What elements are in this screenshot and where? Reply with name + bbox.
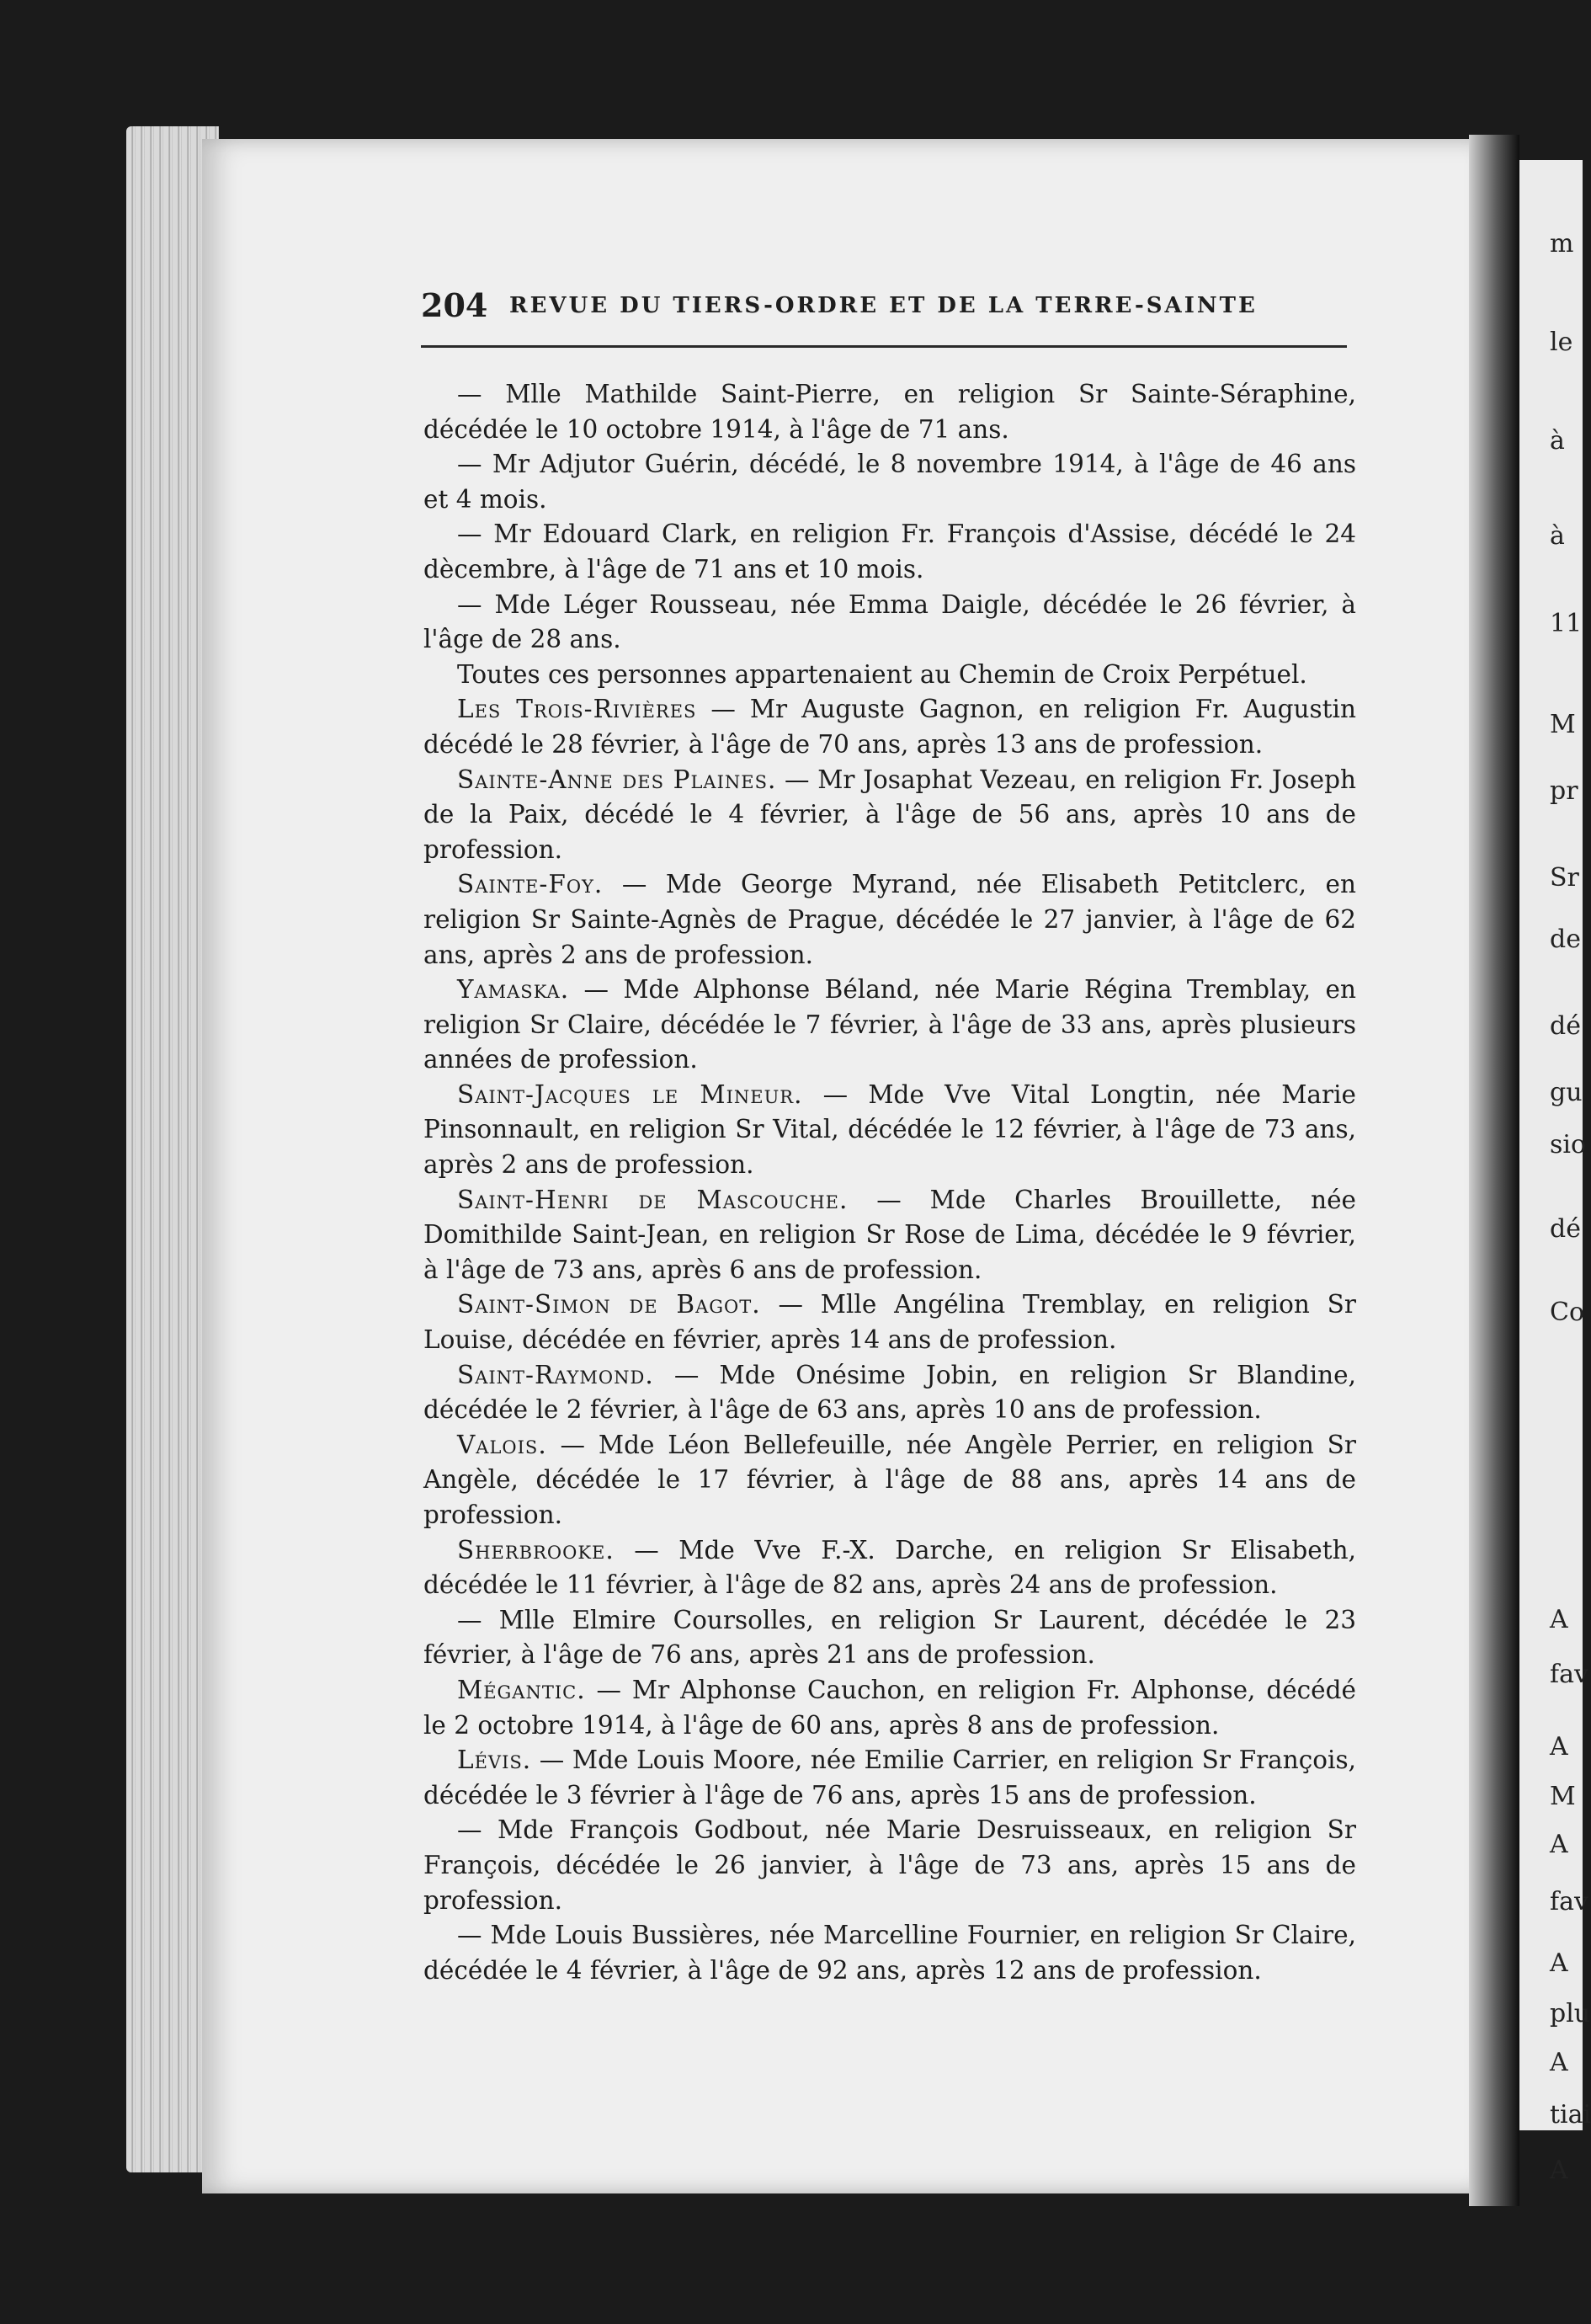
running-title: REVUE DU TIERS-ORDRE ET DE LA TERRE-SAINTE (509, 293, 1258, 318)
facing-page-fragment: fav (1550, 1660, 1588, 1690)
running-header (421, 286, 1347, 337)
entry-text: — Mr Josaphat Vezeau, en religion Fr. Joseph de la Paix, décédé le 4 février, à l'âge de 56 ans, après 10 ans de profession. (423, 765, 1356, 864)
place-name: Saint-Henri de Mascouche. (457, 1185, 849, 1214)
facing-page-fragment: sio (1550, 1129, 1587, 1159)
obituary-entry (423, 1078, 1356, 1183)
obituary-entry (423, 1603, 1356, 1673)
header-rule (421, 345, 1347, 348)
entry-text: — Mde Vve Vital Longtin, née Marie Pinsonnault, en religion Sr Vital, décédée le 12 février, à l'âge de 73 ans, après 2 ans de profession. (423, 1079, 1356, 1180)
place-name: Sainte-Anne des Plaines. (457, 765, 777, 794)
obituary-entry (423, 1533, 1356, 1603)
facing-page-fragment: A (1550, 1605, 1568, 1634)
facing-page-fragment: A (1550, 1829, 1568, 1859)
place-name: Yamaska. (457, 975, 570, 1005)
entry-text: — Mde Léger Rousseau, née Emma Daigle, décédée le 26 février, à l'âge de 28 ans. (423, 589, 1356, 654)
facing-page-fragment: M (1550, 1781, 1576, 1811)
place-name: Mégantic. (457, 1675, 586, 1704)
facing-page-fragment: M (1550, 710, 1576, 740)
facing-page-fragment: de (1550, 924, 1581, 954)
entry-text: — Mr Edouard Clark, en religion Fr. François d'Assise, décédé le 24 dècembre, à l'âge de 71 ans et 10 mois. (423, 520, 1356, 584)
place-name: Sainte-Foy. (457, 870, 604, 899)
facing-page-fragment: A (1550, 1948, 1568, 1978)
obituary-list (423, 377, 1356, 1988)
obituary-entry (423, 377, 1356, 447)
obituary-entry (423, 1813, 1356, 1918)
entry-text: — Mde Charles Brouillette, née Domithilde Saint-Jean, en religion Sr Rose de Lima, décédée le 9 février, à l'âge de 73 ans, après 6 ans de profession. (423, 1185, 1356, 1284)
obituary-entry (423, 1183, 1356, 1288)
obituary-entry (423, 447, 1356, 517)
page-number: 204 (421, 286, 488, 324)
facing-page-fragment: A (1550, 2048, 1568, 2078)
obituary-entry (423, 1918, 1356, 1988)
facing-page-fragment: Co (1550, 1298, 1585, 1328)
facing-page-edge (1519, 160, 1591, 2185)
facing-page-fragment: dé (1550, 1010, 1581, 1041)
obituary-entry (423, 588, 1356, 658)
entry-text: — Mde Louis Bussières, née Marcelline Fournier, en religion Sr Claire, décédée le 4 février, à l'âge de 92 ans, après 12 ans de profession. (423, 1921, 1356, 1985)
entry-text: — Mde Onésime Jobin, en religion Sr Blandine, décédée le 2 février, à l'âge de 63 ans, après 10 ans de profession. (423, 1360, 1356, 1425)
facing-page-fragment: 11 (1550, 608, 1583, 638)
place-name: Saint-Raymond. (457, 1360, 654, 1389)
place-name: Valois. (457, 1430, 547, 1459)
facing-page-fragment: m (1550, 229, 1574, 259)
place-name: Lévis. (457, 1746, 532, 1775)
entry-text: — Mde François Godbout, née Marie Desruisseaux, en religion Sr François, décédée le 26 janvier, à l'âge de 73 ans, après 15 ans de profession. (423, 1815, 1356, 1915)
obituary-entry (423, 517, 1356, 587)
entry-text: — Mr Auguste Gagnon, en religion Fr. Augustin décédé le 28 février, à l'âge de 70 ans, après 13 ans de profession. (423, 695, 1356, 759)
place-name: Saint-Simon de Bagot. (457, 1290, 761, 1319)
facing-page-fragment: à (1550, 521, 1565, 552)
obituary-entry (423, 1673, 1356, 1743)
entry-text: — Mde George Myrand, née Elisabeth Petitclerc, en religion Sr Sainte-Agnès de Prague, décédée le 27 janvier, à l'âge de 62 ans, après 2 ans de profession. (423, 870, 1356, 969)
entry-text: — Mr Alphonse Cauchon, en religion Fr. Alphonse, décédé le 2 octobre 1914, à l'âge de 60 ans, après 8 ans de profession. (423, 1675, 1356, 1740)
entry-text: — Mlle Elmire Coursolles, en religion Sr Laurent, décédée le 23 février, à l'âge de 76 ans, après 21 ans de profession. (423, 1605, 1356, 1670)
entry-text: — Mlle Angélina Tremblay, en religion Sr Louise, décédée en février, après 14 ans de profession. (423, 1290, 1356, 1355)
obituary-entry (423, 763, 1356, 868)
obituary-entry (423, 1743, 1356, 1813)
place-name: Les Trois-Rivières (457, 695, 697, 724)
facing-page-fragment: à (1550, 425, 1565, 456)
entry-text: — Mr Adjutor Guérin, décédé, le 8 novembre 1914, à l'âge de 46 ans et 4 mois. (423, 450, 1356, 514)
obituary-entry (423, 867, 1356, 973)
facing-page-fragment: le (1550, 327, 1573, 357)
obituary-entry (423, 1287, 1356, 1357)
obituary-entry (423, 1358, 1356, 1428)
facing-page-fragment: A (1550, 2155, 1568, 2185)
book-gutter (1469, 135, 1519, 2206)
facing-page-fragment: plu (1550, 1998, 1591, 2028)
obituary-entry (423, 973, 1356, 1078)
entry-text: Toutes ces personnes appartenaient au Chemin de Croix Perpétuel. (457, 659, 1307, 689)
facing-page-fragment: dé (1550, 1213, 1581, 1244)
facing-page-fragment: fav (1550, 1887, 1588, 1917)
obituary-entry (423, 1428, 1356, 1533)
facing-page-fragment: pr (1550, 776, 1578, 807)
place-name: Sherbrooke. (457, 1535, 615, 1564)
facing-page-fragment: Sr (1550, 863, 1579, 893)
entry-text: — Mlle Mathilde Saint-Pierre, en religion Sr Sainte-Séraphine, décédée le 10 octobre 1914, à l'âge de 71 ans. (423, 380, 1356, 444)
obituary-entry (423, 692, 1356, 762)
obituary-entry (423, 658, 1356, 693)
entry-text: — Mde Léon Bellefeuille, née Angèle Perrier, en religion Sr Angèle, décédée le 17 février, à l'âge de 88 ans, après 14 ans de profession. (423, 1430, 1356, 1529)
entry-text: — Mde Vve F.-X. Darche, en religion Sr Elisabeth, décédée le 11 février, à l'âge de 82 ans, après 24 ans de profession. (423, 1535, 1356, 1600)
facing-page-fragment: tiai (1550, 2100, 1591, 2130)
facing-page-fragment: gu (1550, 1077, 1583, 1107)
facing-page-fragment: A (1550, 1732, 1568, 1762)
place-name: Saint-Jacques le Mineur. (457, 1079, 803, 1109)
entry-text: — Mde Louis Moore, née Emilie Carrier, en religion Sr François, décédée le 3 février à l'âge de 76 ans, après 15 ans de profession. (423, 1746, 1356, 1810)
entry-text: — Mde Alphonse Béland, née Marie Régina Tremblay, en religion Sr Claire, décédée le 7 février, à l'âge de 33 ans, après plusieurs années de profession. (423, 975, 1356, 1074)
